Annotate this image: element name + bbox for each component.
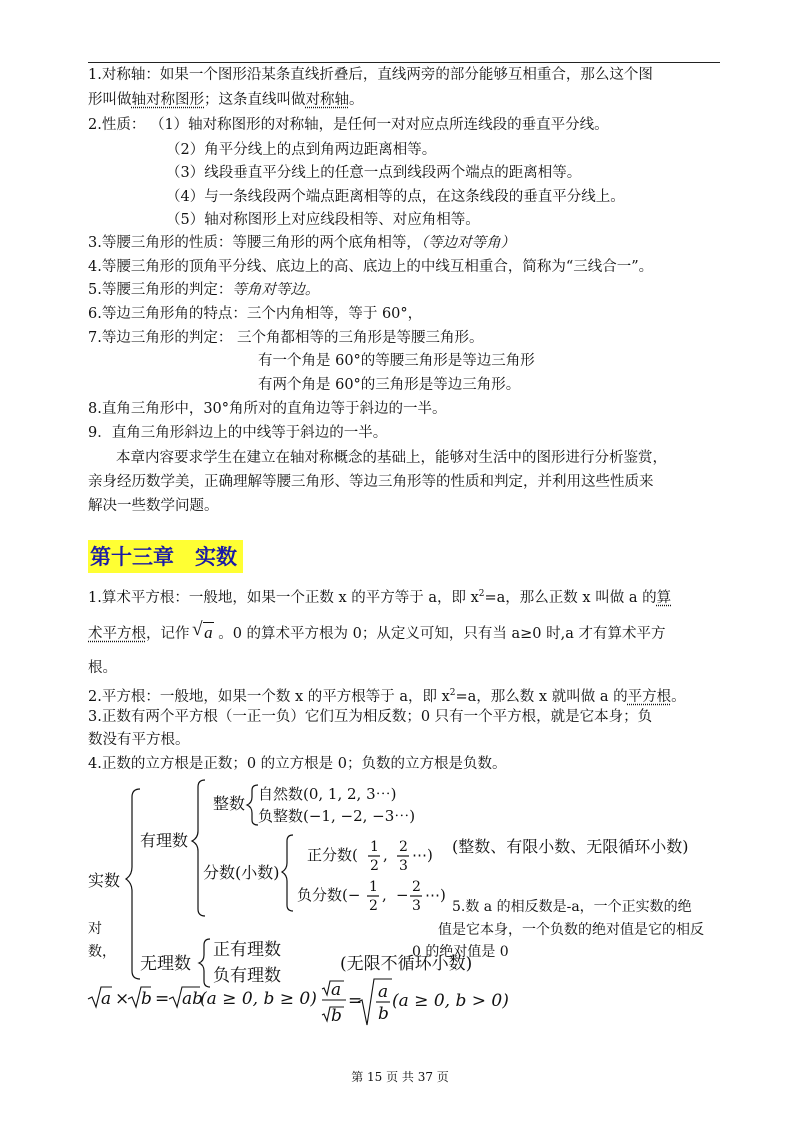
tree-neg-irr: 负有理数 — [213, 966, 281, 986]
f2-eq: = — [348, 991, 363, 1011]
tree-pos-irr: 正有理数 — [213, 940, 281, 960]
line-symmetry-axis-cont: 形叫做轴对称图形；这条直线叫做对称轴。 — [88, 92, 364, 108]
tree-neg-int: 负整数(−1, −2, −3⋯) — [258, 807, 416, 825]
tree-irr-note: (无限不循环小数) — [340, 954, 473, 974]
line-property-3: （3）线段垂直平分线上的任意一点到线段两个端点的距离相等。 — [166, 165, 582, 181]
line-cube-root: 4.正数的立方根是正数；0 的立方根是 0；负数的立方根是负数。 — [88, 756, 507, 772]
line-arith-sqrt-cont: 术平方根，记作 √ a 。0 的算术平方根为 0；从定义可知，只有当 a≥0 时,a 才有算术平方 — [88, 624, 666, 643]
line-property-5: （5）轴对称图形上对应线段相等、对应角相等。 — [166, 212, 480, 228]
tree-neg-frac: 负分数(− — [297, 886, 361, 904]
frac4-num: 2 — [412, 879, 421, 895]
f1-b: b — [141, 989, 152, 1009]
line-isosceles-property: 3.等腰三角形的性质：等腰三角形的两个底角相等，（等边对等角） — [88, 235, 516, 251]
frac-comma-2: , — [382, 886, 387, 904]
line-summary-1: 本章内容要求学生在建立在轴对称概念的基础上，能够对生活中的图形进行分析鉴赏， — [116, 450, 667, 466]
line-equilateral-criterion-2: 有一个角是 60°的等腰三角形是等边三角形 — [258, 353, 535, 369]
line-equilateral-criterion-1: 7.等边三角形的判定： 三个角都相等的三角形是等腰三角形。 — [88, 330, 484, 346]
f1-a: a — [101, 989, 112, 1009]
frac4-den: 3 — [412, 898, 421, 914]
line-symmetry-axis: 1.对称轴：如果一个图形沿某条直线折叠后，直线两旁的部分能够互相重合，那么这个图 — [88, 67, 653, 83]
line-equilateral-criterion-3: 有两个角是 60°的三角形是等边三角形。 — [258, 377, 521, 393]
frac3-den: 2 — [369, 898, 378, 914]
tree-frac-note: (整数、有限小数、无限循环小数) — [452, 837, 689, 856]
item5-line1: 5.数 a 的相反数是-a，一个正实数的绝 — [452, 899, 692, 915]
line-isosceles-criterion: 5.等腰三角形的判定：等角对等边。 — [88, 282, 320, 298]
f2-cond: (a ≥ 0, b > 0) — [392, 991, 509, 1011]
f2-inner-num: a — [378, 982, 389, 1002]
sqrt-a-symbol: √ a — [194, 624, 214, 642]
line-30-degree: 8.直角三角形中，30°角所对的直角边等于斜边的一半。 — [88, 401, 447, 417]
frac1-num: 1 — [370, 839, 379, 855]
f1-times: × — [115, 989, 130, 1009]
tree-rational: 有理数 — [140, 831, 189, 850]
tree-irrational: 无理数 — [140, 954, 191, 974]
frac1-den: 2 — [370, 858, 379, 874]
frac-comma-1: , — [383, 846, 388, 864]
brace-fraction — [282, 835, 293, 911]
line-property-1: 2.性质： （1）轴对称图形的对称轴，是任何一对对应点所连线段的垂直平分线。 — [88, 117, 609, 133]
line-property-4: （4）与一条线段两个端点距离相等的点，在这条线段的垂直平分线上。 — [166, 189, 625, 205]
line-equilateral-angles: 6.等边三角形角的特点：三个内角相等，等于 60°， — [88, 306, 423, 322]
f2-inner-den: b — [378, 1004, 389, 1024]
item5-line3: 0 的绝对值是 0 — [412, 944, 509, 960]
frac-minus: − — [396, 886, 409, 904]
line-positive-roots: 3.正数有两个平方根（一正一负）它们互为相反数；0 只有一个平方根，就是它本身；负 — [88, 709, 653, 725]
line-root-end: 根。 — [88, 660, 117, 676]
tree-integer: 整数 — [213, 794, 246, 813]
term-symmetry-axis: 对称轴 — [305, 92, 349, 108]
brace-integer — [247, 785, 258, 825]
term-square-root: 平方根 — [627, 688, 672, 705]
f2-den: b — [331, 1006, 342, 1026]
f2-num: a — [331, 980, 342, 1000]
line-negative-no-root: 数没有平方根。 — [88, 732, 190, 748]
tree-dui: 对 — [88, 921, 102, 937]
line-summary-3: 解决一些数学问题。 — [88, 498, 219, 514]
item5-line2: 值是它本身，一个负数的绝对值是它的相反 — [438, 922, 704, 938]
line-hypotenuse-median: 9．直角三角形斜边上的中线等于斜边的一半。 — [88, 425, 388, 441]
f1-ab: ab — [182, 989, 204, 1009]
line-arith-sqrt: 1.算术平方根：一般地，如果一个正数 x 的平方等于 a，即 $x^2=a$，那么正数 x 叫做 a 的算 — [88, 589, 672, 606]
frac-dots-2: ⋯) — [425, 886, 446, 904]
frac-dots-1: ⋯) — [412, 846, 433, 864]
tree-shu: 数， — [88, 944, 116, 960]
tree-fraction: 分数(小数) — [203, 863, 280, 882]
frac2-den: 3 — [399, 858, 408, 874]
sqrt-formulas — [0, 975, 800, 1035]
tree-root: 实数 — [88, 871, 121, 890]
line-square-root: 2.平方根：一般地，如果一个数 x 的平方根等于 a，即 $x^2=a$，那么数 x 就叫做 a 的平方根。 — [88, 688, 686, 705]
line-summary-2: 亲身经历数学美，正确理解等腰三角形、等边三角形等的性质和判定，并利用这些性质来 — [88, 474, 654, 490]
frac3-num: 1 — [369, 879, 378, 895]
term-axisymmetric-figure: 轴对称图形 — [131, 92, 204, 108]
line-three-in-one: 4.等腰三角形的顶角平分线、底边上的高、底边上的中线互相重合，简称为“三线合一”。 — [88, 259, 654, 275]
brace-root — [126, 789, 140, 979]
tree-natural: 自然数(0, 1, 2, 3⋯) — [258, 785, 397, 803]
page-footer: 第 15 页 共 37 页 — [351, 1070, 449, 1084]
tree-pos-frac: 正分数( — [307, 846, 358, 864]
header-rule — [88, 62, 720, 63]
f1-cond: (a ≥ 0, b ≥ 0) — [200, 989, 317, 1009]
brace-rational — [192, 780, 205, 916]
f1-eq: = — [155, 989, 170, 1009]
term-arith-sqrt: 术平方根 — [88, 626, 146, 642]
line-property-2: （2）角平分线上的点到角两边距离相等。 — [166, 142, 437, 158]
frac2-num: 2 — [399, 839, 408, 855]
chapter-title: 第十三章 实数 — [88, 540, 243, 573]
